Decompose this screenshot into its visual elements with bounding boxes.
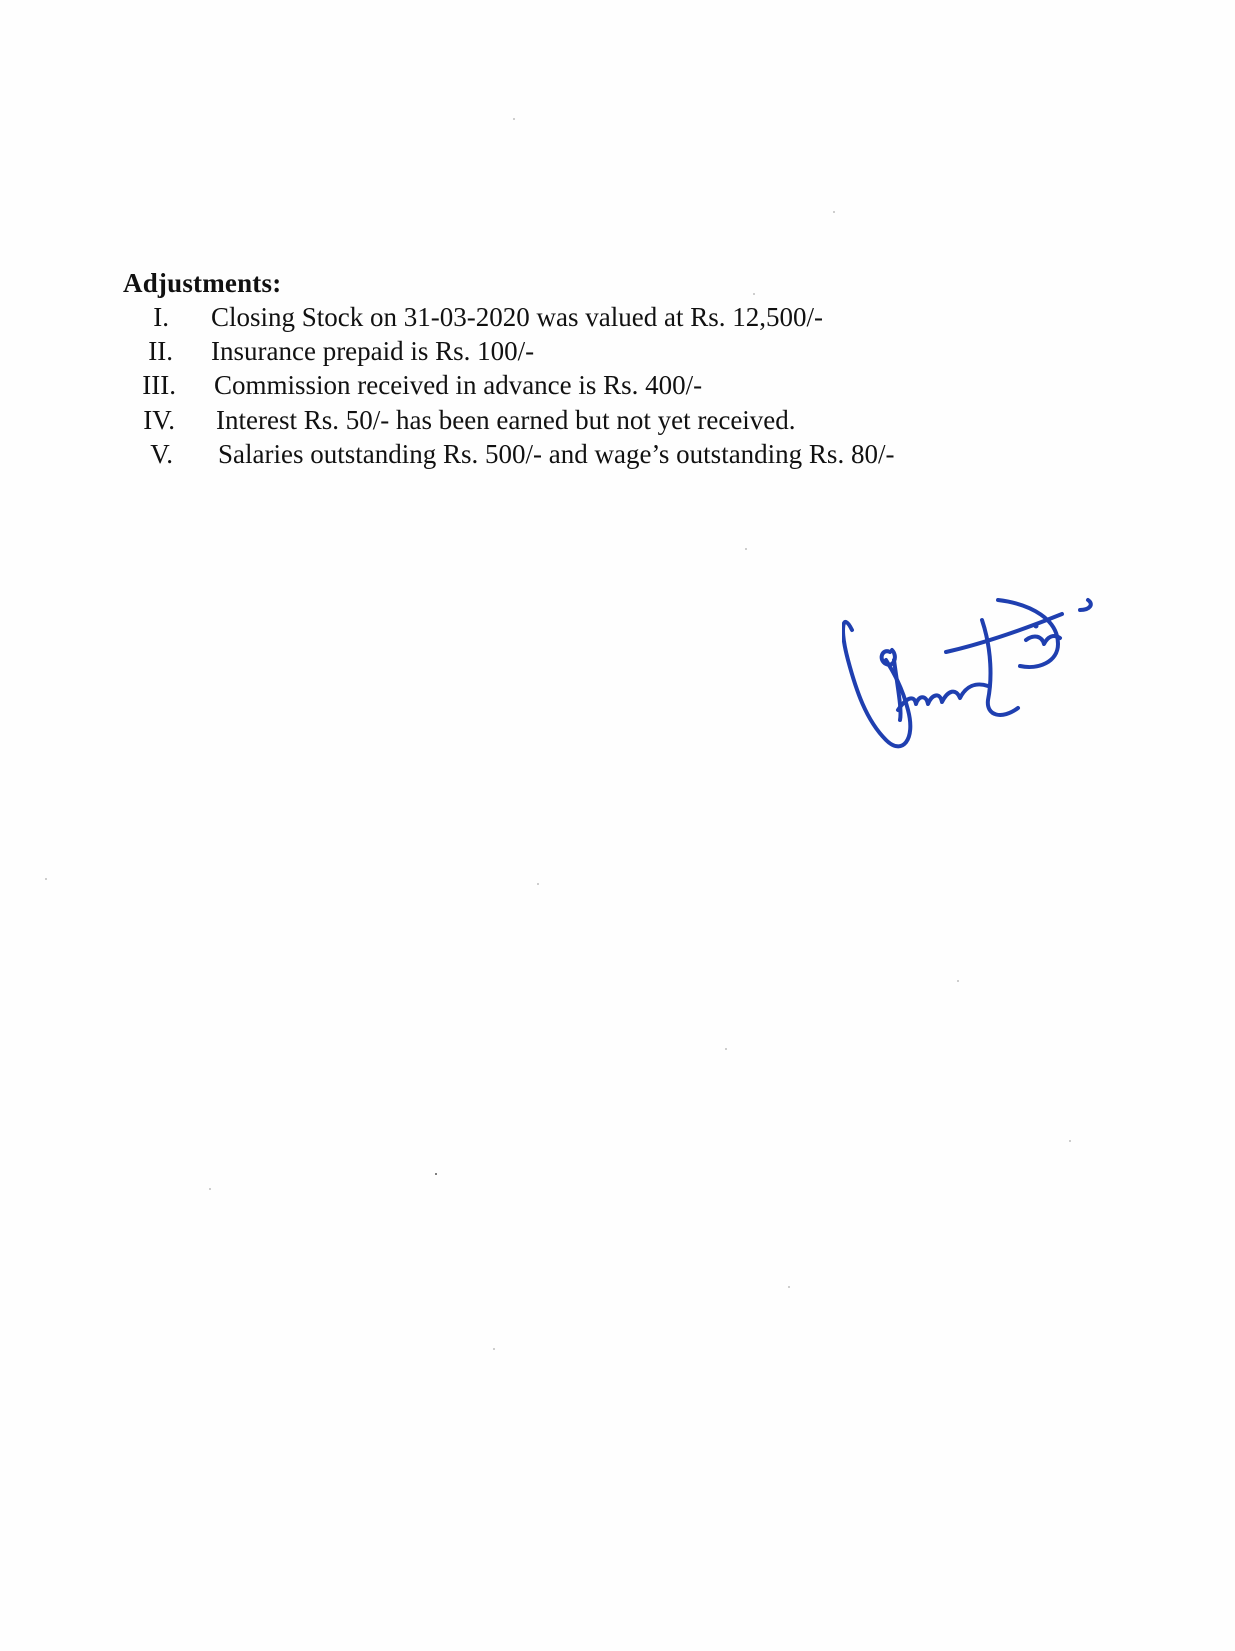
item-numeral: I. bbox=[153, 302, 169, 332]
signature-stroke-v bbox=[843, 622, 910, 746]
adjustments-heading: Adjustments: bbox=[123, 268, 282, 298]
item-text: Interest Rs. 50/- has been earned but not yet received. bbox=[216, 405, 796, 435]
item-numeral: IV. bbox=[143, 405, 175, 435]
paper-speck bbox=[209, 1188, 211, 1190]
item-text: Closing Stock on 31-03-2020 was valued at Rs. 12,500/- bbox=[211, 302, 823, 332]
item-numeral: V. bbox=[150, 439, 173, 469]
signature-stroke-small bbox=[1026, 636, 1060, 644]
item-numeral: III. bbox=[142, 370, 176, 400]
signature-tail bbox=[1080, 600, 1091, 610]
adjustments-section bbox=[123, 266, 1023, 470]
paper-speck bbox=[788, 1286, 790, 1288]
signature-icon bbox=[842, 590, 1122, 780]
list-item bbox=[123, 402, 1023, 436]
paper-speck bbox=[725, 1048, 727, 1050]
paper-speck bbox=[513, 118, 515, 120]
paper-speck bbox=[45, 878, 47, 880]
item-numeral: II. bbox=[148, 336, 173, 366]
paper-speck bbox=[435, 1173, 437, 1175]
paper-speck bbox=[833, 211, 835, 213]
paper-speck bbox=[753, 293, 755, 295]
paper-speck bbox=[493, 1348, 495, 1350]
paper-speck bbox=[1069, 1140, 1071, 1142]
item-text: Salaries outstanding Rs. 500/- and wage’s outstanding Rs. 80/- bbox=[218, 439, 895, 469]
signature-stroke-mid bbox=[898, 685, 988, 711]
signature-dot bbox=[1034, 624, 1039, 629]
list-item bbox=[123, 300, 1023, 334]
adjustments-list bbox=[123, 300, 1023, 470]
paper-speck bbox=[537, 883, 539, 885]
list-item bbox=[123, 368, 1023, 402]
item-text: Commission received in advance is Rs. 400/- bbox=[214, 370, 703, 400]
item-text: Insurance prepaid is Rs. 100/- bbox=[211, 336, 535, 366]
list-item bbox=[123, 436, 1023, 470]
paper-speck bbox=[745, 548, 747, 550]
paper-speck bbox=[957, 980, 959, 982]
list-item bbox=[123, 334, 1023, 368]
